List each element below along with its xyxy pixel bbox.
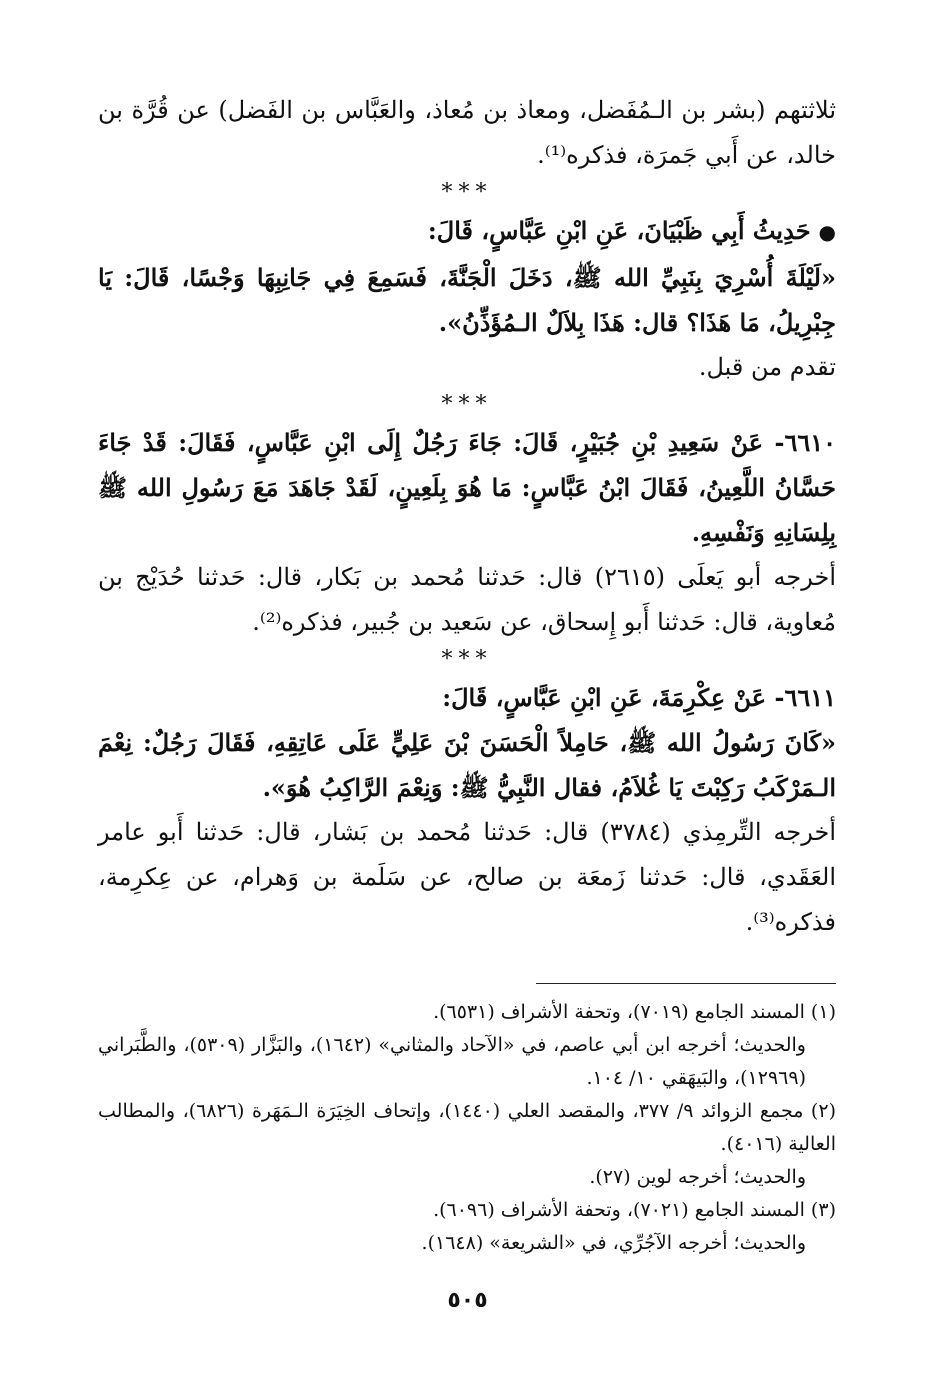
hadith-text: «لَيْلَةَ أُسْرِيَ بِنَبِيِّ الله ﷺ، دَخَلَ الْجَنَّةَ، فَسَمِعَ فِي جَانِبِهَا وَجْسًا، قَالَ: يَا جِبْرِيلُ، مَا هَذَا؟ قال: هَذَا بِلاَلٌ الـمُؤَذِّنُ». bbox=[98, 263, 836, 337]
bullet-icon: ● bbox=[818, 220, 836, 244]
paragraph-chain: ثلاثتهم (بشر بن الـمُفَضل، ومعاذ بن مُعاذ، والعَبَّاس بن الفَضل) عن قُرَّة بن خالد، عن أَبي جَمرَة، فذكره⁽¹⁾. bbox=[98, 96, 836, 169]
footnote-1: (١) المسند الجامع (٧٠١٩)، وتحفة الأشراف (٦٥٣١). bbox=[433, 1001, 836, 1023]
hadith-note: تقدم من قبل. bbox=[698, 353, 836, 381]
takhrij-6611: أخرجه التِّرمِذي (٣٧٨٤) قال: حَدثنا مُحمد بن بَشار، قال: حَدثنا أَبو عامر العَقَدي، قال: حَدثنا زَمعَة بن صالح، عن سَلَمة بن وَهرام، عن عِكرِمة، فذكره⁽³⁾. bbox=[98, 818, 836, 936]
footnote-3: (٣) المسند الجامع (٧٠٢١)، وتحفة الأشراف (٦٠٩٦). bbox=[433, 1199, 836, 1221]
footnote-2-detail: والحديث؛ أخرجه لوين (٢٧). bbox=[589, 1166, 806, 1188]
hadith-6611-text: «كَانَ رَسُولُ الله ﷺ، حَامِلاً الْحَسَنَ بْنَ عَلِيٍّ عَلَى عَاتِقِهِ، فَقَالَ رَجُلٌ: نِعْمَ الـمَرْكَبُ رَكِبْتَ يَا غُلاَمُ، فقال النَّبِيُّ ﷺ: وَنِعْمَ الرَّاكِبُ هُوَ». bbox=[98, 728, 836, 802]
page-body bbox=[98, 88, 836, 1260]
separator-stars: *** bbox=[441, 647, 493, 672]
footnote-2: (٢) مجمع الزوائد ٩/ ٣٧٧، والمقصد العلي (١٤٤٠)، وإتحاف الخِيَرَة الـمَهَرة (٦٨٢٦)، والمطالب العالية (٤٠١٦). bbox=[98, 1100, 836, 1155]
hadith-title-text: حَدِيثُ أَبِي ظَبْيَانَ، عَنِ ابْنِ عَبَّاسٍ، قَالَ: bbox=[427, 216, 811, 245]
hadith-6610: ٦٦١٠- عَنْ سَعِيدِ بْنِ جُبَيْرٍ، قَالَ: جَاءَ رَجُلٌ إِلَى ابْنِ عَبَّاسٍ، فَقَالَ: قَدْ جَاءَ حَسَّانُ اللَّعِينُ، فَقَالَ ابْنُ عَبَّاسٍ: مَا هُوَ بِلَعِينٍ، لَقَدْ جَاهَدَ مَعَ رَسُولِ الله ﷺ بِلِسَانِهِ وَنَفْسِهِ. bbox=[98, 428, 836, 547]
takhrij-6610: أخرجه أبو يَعلَى (٢٦١٥) قال: حَدثنا مُحمد بن بَكار، قال: حَدثنا حُدَيْج بن مُعاوية، قال: حَدثنا أَبو إِسحاق، عن سَعيد بن جُبير، فذكره⁽²⁾. bbox=[98, 563, 836, 636]
separator-stars: *** bbox=[441, 180, 493, 205]
footnote-3-detail: والحديث؛ أخرجه الآجُرِّي، في «الشريعة» (١٦٤٨). bbox=[421, 1232, 806, 1254]
footnote-divider bbox=[536, 983, 836, 984]
footnote-1-detail: والحديث؛ أخرجه ابن أبي عاصم، في «الآحاد والمثاني» (١٦٤٢)، والبَزَّار (٥٣٠٩)، والطَّبَراني (١٢٩٦٩)، والبَيهَقي ١٠/ ١٠٤. bbox=[98, 1034, 806, 1089]
page-number: ٥٠٥ bbox=[447, 1288, 488, 1313]
hadith-title bbox=[98, 208, 836, 255]
separator-stars: *** bbox=[441, 392, 493, 417]
hadith-6611-title: ٦٦١١- عَنْ عِكْرِمَةَ، عَنِ ابْنِ عَبَّاسٍ، قَالَ: bbox=[442, 683, 836, 712]
